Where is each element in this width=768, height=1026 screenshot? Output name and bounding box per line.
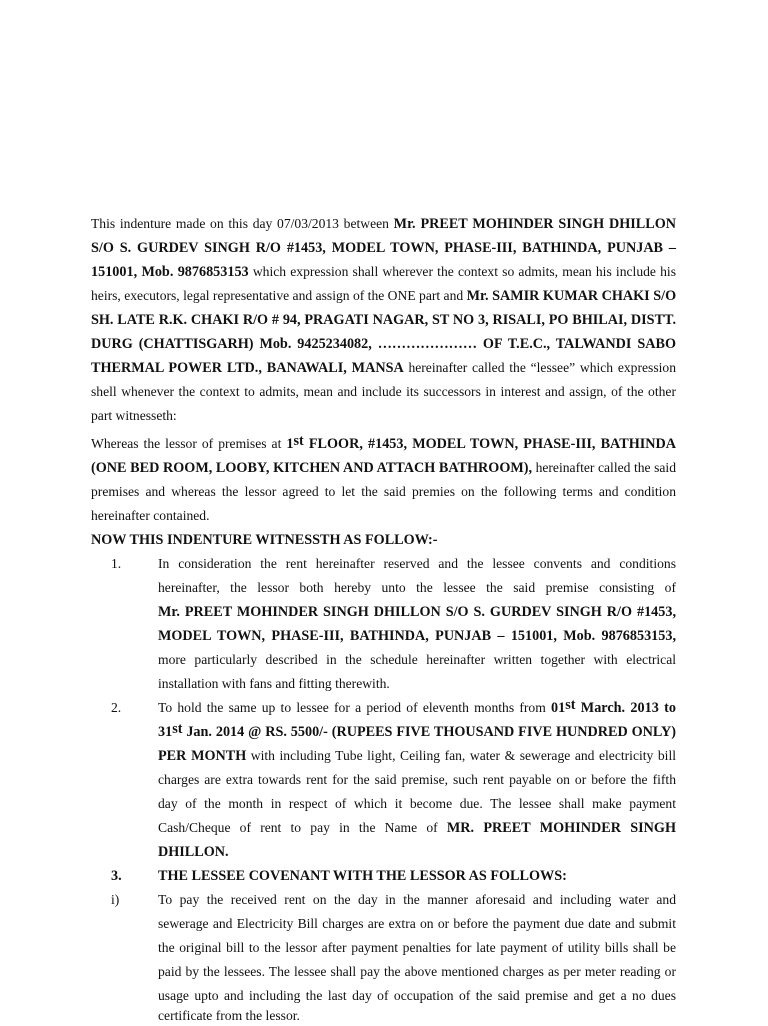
- clause-line: usage upto and including the last day of occupation of the said premise and get a no dues: [158, 988, 676, 1003]
- clause-line: 1. In consideration the rent hereinafter reserved and the lessee convents and conditions: [91, 554, 676, 574]
- text-line: THERMAL POWER LTD., BANAWALI, MANSA hereinafter called the “lessee” which expression: [91, 360, 676, 376]
- clause-line: hereinafter, the lessor both hereby unto the lessee the said premise consisting of: [158, 580, 676, 595]
- clause-3: [91, 866, 676, 886]
- clause-number: 1.: [111, 556, 122, 571]
- text-line: heirs, executors, legal representative and assign of the ONE part and Mr. SAMIR KUMAR CHAKI S/O: [91, 288, 677, 304]
- clause-line: Mr. PREET MOHINDER SINGH DHILLON S/O S. GURDEV SINGH R/O #1453,: [158, 604, 676, 620]
- clause-line: 2. To hold the same up to lessee for a period of eleventh months from 01st March. 2013 to: [111, 697, 676, 716]
- clause-line: more particularly described in the schedule hereinafter written together with electrical: [158, 652, 676, 667]
- text-line: 151001, Mob. 9876853153 which expression shall wherever the context so admits, mean his include his: [91, 264, 676, 280]
- clause-line: 31st Jan. 2014 @ RS. 5500/- (RUPEES FIVE THOUSAND FIVE HUNDRED ONLY): [158, 721, 676, 740]
- text-line: part witnesseth:: [91, 408, 177, 423]
- text-line: Whereas the lessor of premises at 1st FLOOR, #1453, MODEL TOWN, PHASE-III, BATHINDA: [91, 433, 676, 452]
- clause-number: 2.: [111, 700, 122, 715]
- text-line: (ONE BED ROOM, LOOBY, KITCHEN AND ATTACH BATHROOM), hereinafter called the said: [91, 460, 676, 476]
- clause-number: i): [111, 892, 120, 907]
- clause-line: sewerage and Electricity Bill charges are extra on or before the payment due date and submit: [158, 916, 676, 931]
- text-line: shell whenever the context to admits, mean and include its successors in interest and assign, of the other: [91, 384, 676, 399]
- text-line: This indenture made on this day 07/03/2013 between Mr. PREET MOHINDER SINGH DHILLON: [91, 216, 676, 232]
- clause-line: certificate from the lessor.: [158, 1008, 300, 1023]
- clause-line: i) To pay the received rent on the day in the manner aforesaid and including water and: [91, 890, 676, 910]
- clause-line: Cash/Cheque of rent to pay in the Name of MR. PREET MOHINDER SINGH: [158, 820, 677, 836]
- clause-line: day of the month in respect of which it become due. The lessee shall make payment: [158, 796, 676, 811]
- text-line: SH. LATE R.K. CHAKI R/O # 94, PRAGATI NAGAR, ST NO 3, RISALI, PO BHILAI, DISTT.: [91, 312, 676, 328]
- clause-line: DHILLON.: [158, 844, 229, 860]
- clause-line: installation with fans and fitting therewith.: [158, 676, 390, 691]
- text-line: S/O S. GURDEV SINGH R/O #1453, MODEL TOWN, PHASE-III, BATHINDA, PUNJAB –: [91, 240, 676, 256]
- text-line: hereinafter contained.: [91, 508, 210, 523]
- clause-line: paid by the lessees. The lessee shall pay the above mentioned charges as per meter reading or: [158, 964, 676, 979]
- clause-line: charges are extra towards rent for the said premise, such rent payable on or before the fifth: [158, 772, 676, 787]
- section-heading: THE LESSEE COVENANT WITH THE LESSOR AS FOLLOWS:: [158, 868, 567, 884]
- clause-line: the original bill to the lessor after payment penalties for late payment of utility bills shall be: [158, 940, 676, 955]
- text-line: DURG (CHATTISGARH) Mob. 9425234082, ………………… OF T.E.C., TALWANDI SABO: [91, 336, 676, 352]
- clause-line: PER MONTH with including Tube light, Ceiling fan, water & sewerage and electricity bill: [158, 748, 677, 764]
- clause-line: MODEL TOWN, PHASE-III, BATHINDA, PUNJAB – 151001, Mob. 9876853153,: [158, 628, 676, 644]
- section-heading: NOW THIS INDENTURE WITNESSTH AS FOLLOW:-: [91, 532, 438, 548]
- clause-number: 3.: [111, 868, 122, 884]
- text-line: premises and whereas the lessor agreed to let the said premies on the following terms and condition: [91, 484, 676, 499]
